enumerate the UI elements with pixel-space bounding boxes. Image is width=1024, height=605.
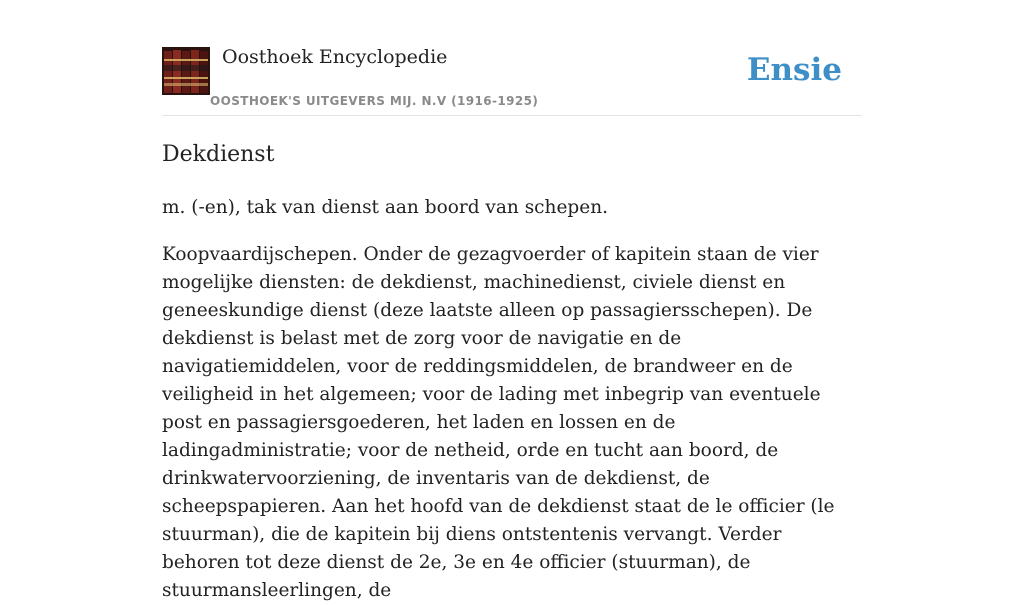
source-avatar[interactable] — [162, 47, 210, 95]
brand-logo-link[interactable]: Ensie — [746, 52, 842, 88]
article-paragraph: Koopvaardijschepen. Onder de gezagvoerder of kapitein staan de vier mogelijke diensten: de dekdienst, machinedienst, civiele dienst en geneeskundige dienst (deze laatste alleen op passagiersschepen). De dekdienst is belast met de zorg voor de navigatie en de navigatiemiddelen, voor de reddingsmiddelen, de brandweer en de veiligheid in het algemeen; voor de lading met inbegrip van eventuele post en passagiersgoederen, het laden en lossen en de ladingadministratie; voor de netheid, orde en tucht aan boord, de drinkwatervoorziening, de inventaris van de dekdienst, de scheepspapieren. Aan het hoofd van de dekdienst staat de le officier (le stuurman), die de kapitein bij diens ontstentenis vervangt. Verder behoren tot deze dienst de 2e, 3e en 4e officier (stuurman), de stuurmansleerlingen, de — [162, 244, 835, 601]
book-spines-icon — [162, 47, 210, 95]
article-definition: m. (-en), tak van dienst aan boord van schepen. — [162, 197, 608, 218]
header-divider — [162, 115, 862, 116]
source-header — [162, 46, 862, 116]
article — [162, 140, 862, 605]
source-title[interactable]: Oosthoek Encyclopedie — [222, 46, 448, 68]
article-title: Dekdienst — [162, 142, 275, 167]
source-subtitle: OOSTHOEK'S UITGEVERS MIJ. N.V (1916-1925) — [210, 94, 539, 108]
